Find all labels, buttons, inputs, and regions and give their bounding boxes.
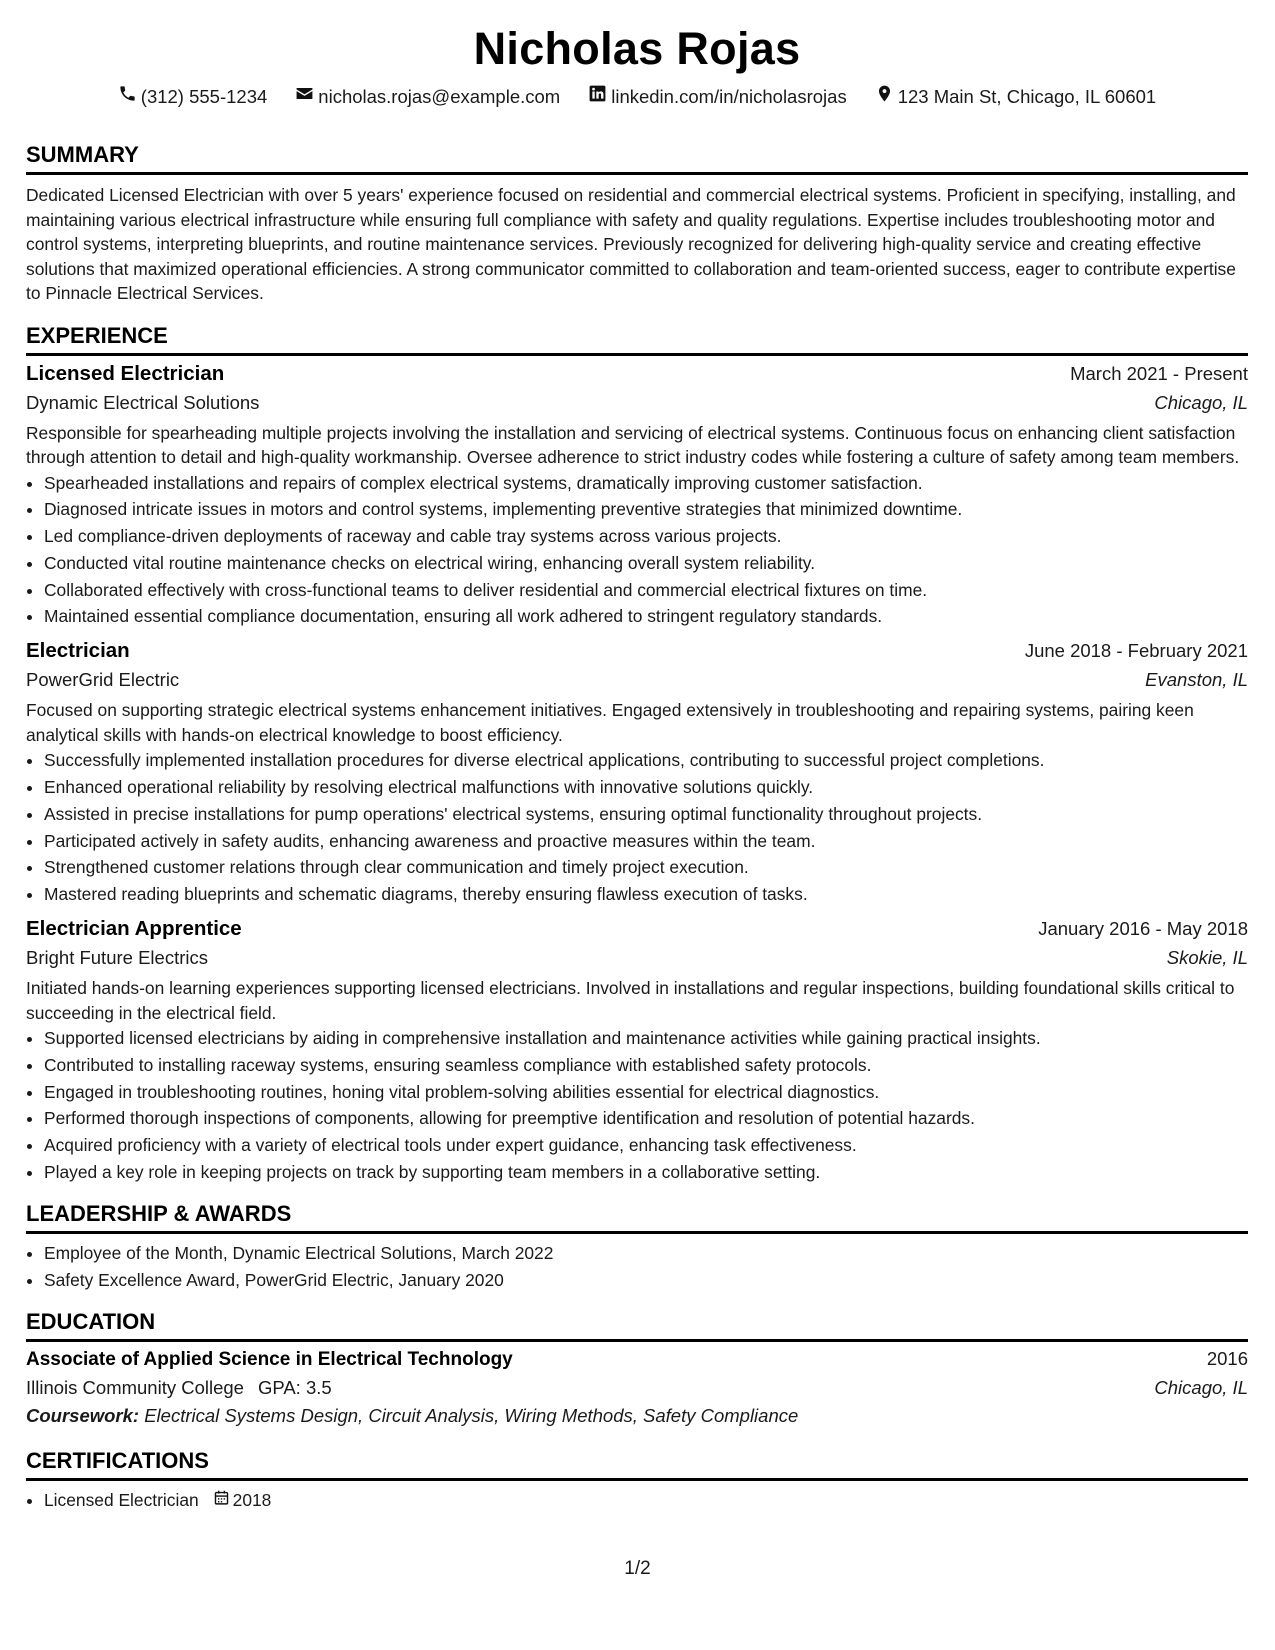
linkedin-link[interactable]: linkedin.com/in/nicholasrojas <box>611 85 847 107</box>
job-bullets <box>26 1025 1248 1186</box>
coursework-label: Coursework: <box>26 1405 140 1427</box>
job-location: Chicago, IL <box>1154 391 1248 413</box>
list-item: • Maintained essential compliance documentation, ensuring all work adhered to stringent regulatory standards. <box>44 603 1248 630</box>
address-text: 123 Main St, Chicago, IL 60601 <box>897 85 1157 107</box>
degree-year: 2016 <box>1206 1348 1248 1370</box>
list-item: • Strengthened customer relations through clear communication and timely project execution. <box>44 854 1248 881</box>
school-location: Chicago, IL <box>1154 1377 1248 1399</box>
certifications-list <box>26 1487 1248 1514</box>
job-description: Responsible for spearheading multiple projects involving the installation and servicing of electrical systems. Continuous focus on enhancing client satisfaction through attention to detail and high-quality workmanship. Oversee adherence to strict industry codes while fostering a culture of safety among team members. <box>26 422 1240 467</box>
job-description: Initiated hands-on learning experiences supporting licensed electricians. Involved in installations and regular inspections, building foundational skills critical to succeeding in the electrical field. <box>26 978 1235 1023</box>
list-item: • Spearheaded installations and repairs of complex electrical systems, dramatically improving customer satisfaction. <box>44 470 1248 497</box>
page-number: 1/2 <box>624 1558 651 1579</box>
job-company: PowerGrid Electric <box>26 669 180 691</box>
awards-section <box>26 1200 1248 1294</box>
coursework <box>26 1405 1248 1427</box>
job-company: Dynamic Electrical Solutions <box>26 391 260 413</box>
job-bullets <box>26 470 1248 631</box>
gpa: GPA: 3.5 <box>257 1377 332 1399</box>
list-item: • Contributed to installing raceway systems, ensuring seamless compliance with established safety protocols. <box>44 1052 1248 1079</box>
email-link[interactable]: nicholas.rojas@example.com <box>318 85 561 107</box>
contact-bar <box>26 84 1248 109</box>
contact-address <box>875 84 1157 109</box>
job-bullets <box>26 747 1248 908</box>
job-company: Bright Future Electrics <box>26 947 208 969</box>
candidate-name: Nicholas Rojas <box>473 23 801 74</box>
envelope-icon <box>295 84 314 109</box>
phone-text: (312) 555-1234 <box>140 85 268 107</box>
job-title: Electrician Apprentice <box>26 917 242 941</box>
contact-email[interactable] <box>295 84 560 109</box>
job-title: Electrician <box>26 639 130 663</box>
education-section <box>26 1308 1248 1427</box>
awards-heading: LEADERSHIP & AWARDS <box>26 1200 1248 1234</box>
job-dates: March 2021 - Present <box>1070 362 1248 384</box>
contact-phone <box>118 84 268 109</box>
summary-heading: SUMMARY <box>26 141 1248 175</box>
job-description: Focused on supporting strategic electrical systems enhancement initiatives. Engaged extensively in troubleshooting and repairing systems, pairing keen analytical skills with hands-on electrical knowledge to boost efficiency. <box>26 700 1194 745</box>
list-item: • Engaged in troubleshooting routines, honing vital problem-solving abilities essential for electrical diagnostics. <box>44 1079 1248 1106</box>
list-item: • Collaborated effectively with cross-functional teams to deliver residential and commercial electrical fixtures on time. <box>44 577 1248 604</box>
certification-year: 2018 <box>232 1490 272 1511</box>
degree-title: Associate of Applied Science in Electrical Technology <box>26 1349 513 1371</box>
linkedin-icon <box>588 84 607 109</box>
job-entry <box>26 362 1248 631</box>
certification-name: • Licensed Electrician <box>44 1490 199 1511</box>
list-item <box>44 1487 1248 1514</box>
job-location: Skokie, IL <box>1166 947 1248 969</box>
list-item: • Employee of the Month, Dynamic Electrical Solutions, March 2022 <box>44 1240 1248 1267</box>
experience-section <box>26 322 1248 1186</box>
list-item: • Assisted in precise installations for pump operations' electrical systems, ensuring optimal functionality throughout projects. <box>44 801 1248 828</box>
list-item: • Diagnosed intricate issues in motors and control systems, implementing preventive strategies that minimized downtime. <box>44 496 1248 523</box>
summary-section <box>26 141 1248 306</box>
list-item: • Mastered reading blueprints and schematic diagrams, thereby ensuring flawless execution of tasks. <box>44 881 1248 908</box>
list-item: • Played a key role in keeping projects on track by supporting team members in a collaborative setting. <box>44 1159 1248 1186</box>
certifications-heading: CERTIFICATIONS <box>26 1447 1248 1481</box>
list-item: • Supported licensed electricians by aiding in comprehensive installation and maintenance activities while gaining practical insights. <box>44 1025 1248 1052</box>
school-name: Illinois Community College <box>26 1377 244 1399</box>
awards-list <box>26 1240 1248 1294</box>
list-item: • Successfully implemented installation procedures for diverse electrical applications, contributing to successful project completions. <box>44 747 1248 774</box>
job-entry <box>26 639 1248 908</box>
resume-page <box>26 0 1248 1514</box>
list-item: • Enhanced operational reliability by resolving electrical malfunctions with innovative solutions quickly. <box>44 774 1248 801</box>
experience-heading: EXPERIENCE <box>26 322 1248 356</box>
list-item: • Conducted vital routine maintenance checks on electrical wiring, enhancing overall system reliability. <box>44 550 1248 577</box>
list-item: • Acquired proficiency with a variety of electrical tools under expert guidance, enhancing task effectiveness. <box>44 1132 1248 1159</box>
education-heading: EDUCATION <box>26 1308 1248 1342</box>
job-location: Evanston, IL <box>1145 669 1248 691</box>
certifications-section <box>26 1447 1248 1514</box>
list-item: • Participated actively in safety audits, enhancing awareness and proactive measures within the team. <box>44 828 1248 855</box>
job-title: Licensed Electrician <box>26 361 225 385</box>
job-entry <box>26 917 1248 1186</box>
list-item: • Safety Excellence Award, PowerGrid Electric, January 2020 <box>44 1267 1248 1294</box>
phone-icon <box>118 84 137 109</box>
coursework-list: Electrical Systems Design, Circuit Analysis, Wiring Methods, Safety Compliance <box>144 1405 799 1427</box>
job-dates: June 2018 - February 2021 <box>1024 640 1248 662</box>
list-item: • Led compliance-driven deployments of raceway and cable tray systems across various projects. <box>44 523 1248 550</box>
list-item: • Performed thorough inspections of components, allowing for preemptive identification and resolution of potential hazards. <box>44 1105 1248 1132</box>
job-dates: January 2016 - May 2018 <box>1038 918 1248 940</box>
calendar-icon <box>213 1487 230 1514</box>
summary-text: Dedicated Licensed Electrician with over 5 years' experience focused on residential and commercial electrical systems. Proficient in specifying, installing, and maintaining various electrical infrastructure while ensuring full compliance with safety and quality regulations. Expertise includes troubleshooting motor and control systems, interpreting blueprints, and routine maintenance services. Previously recognized for delivering high-quality service and creating effective solutions that maximized operational efficiencies. A strong communicator committed to collaboration and team-oriented success, eager to contribute expertise to Pinnacle Electrical Services. <box>26 185 1236 303</box>
contact-linkedin[interactable] <box>588 84 846 109</box>
map-pin-icon <box>875 84 894 109</box>
